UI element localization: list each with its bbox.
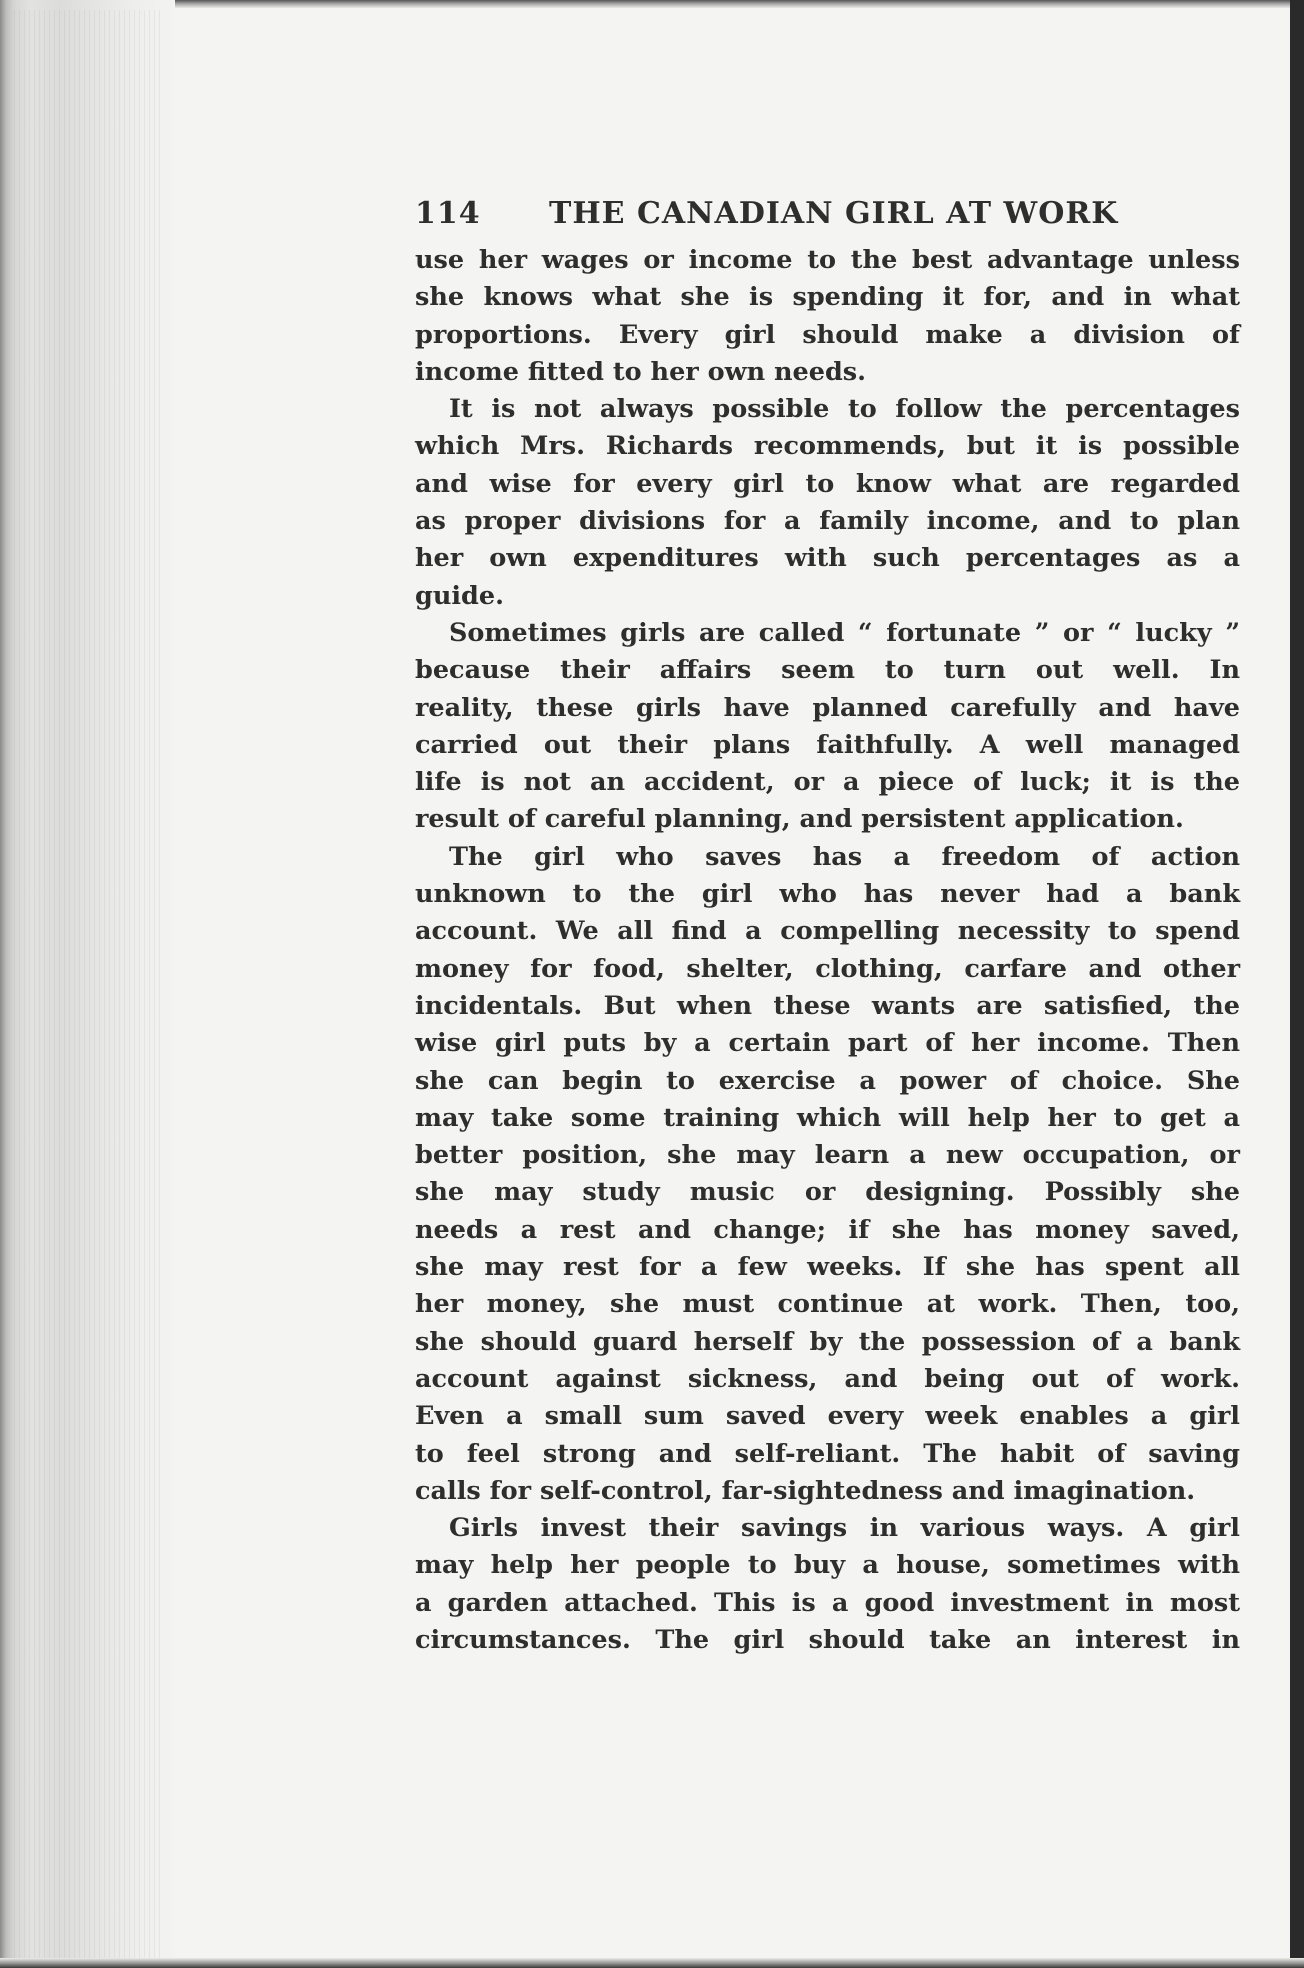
text-line: she should guard herself by the possession of a bank <box>415 1326 1240 1357</box>
text-line: she can begin to exercise a power of choice. She <box>415 1065 1240 1096</box>
text-line: income fitted to her own needs. <box>415 356 867 387</box>
bottom-edge-shadow <box>0 1958 1304 1968</box>
running-head <box>415 196 1240 240</box>
text-line: calls for self-control, far-sightedness and imagination. <box>415 1475 1196 1506</box>
text-line: The girl who saves has a freedom of action <box>449 841 1240 872</box>
text-line: proportions. Every girl should make a division of <box>415 319 1240 350</box>
text-line: money for food, shelter, clothing, carfare and other <box>415 953 1240 984</box>
text-line: guide. <box>415 580 504 611</box>
text-line: may help her people to buy a house, sometimes with <box>415 1550 1240 1581</box>
text-line: she knows what she is spending it for, and in what <box>415 282 1240 313</box>
text-line: result of careful planning, and persistent application. <box>415 804 1184 835</box>
text-block <box>415 196 1240 1659</box>
body-text <box>415 242 1240 1659</box>
text-line: life is not an accident, or a piece of luck; it is the <box>415 767 1240 798</box>
text-line: she may study music or designing. Possibly she <box>415 1177 1240 1208</box>
text-line: account against sickness, and being out of work. <box>415 1363 1240 1394</box>
right-edge-shadow <box>1290 0 1304 1968</box>
text-line: use her wages or income to the best advantage unless <box>415 245 1240 275</box>
text-line: her money, she must continue at work. Then, too, <box>415 1289 1240 1320</box>
text-line: It is not always possible to follow the percentages <box>449 394 1240 425</box>
text-line: to feel strong and self-reliant. The habit of saving <box>415 1438 1240 1469</box>
page-number: 114 <box>415 196 481 231</box>
text-line: incidentals. But when these wants are satisfied, the <box>415 990 1240 1021</box>
book-page-edges <box>0 0 175 1968</box>
text-line: Girls invest their savings in various ways. A girl <box>449 1513 1240 1544</box>
text-line: circumstances. The girl should take an interest in <box>415 1624 1240 1655</box>
text-line: she may rest for a few weeks. If she has spent all <box>415 1252 1240 1283</box>
text-line: carried out their plans faithfully. A well managed <box>415 729 1240 760</box>
text-line: account. We all find a compelling necessity to spend <box>415 916 1240 947</box>
top-edge-shadow <box>0 0 1304 8</box>
text-line: wise girl puts by a certain part of her income. Then <box>415 1028 1240 1059</box>
text-line: may take some training which will help her to get a <box>415 1102 1240 1133</box>
text-line: as proper divisions for a family income, and to plan <box>415 506 1240 537</box>
text-line: better position, she may learn a new occupation, or <box>415 1140 1240 1171</box>
running-title: THE CANADIAN GIRL AT WORK <box>549 196 1119 231</box>
text-line: needs a rest and change; if she has money saved, <box>415 1214 1240 1245</box>
text-line: Even a small sum saved every week enables a girl <box>415 1401 1240 1432</box>
text-line: which Mrs. Richards recommends, but it is possible <box>415 431 1240 462</box>
text-line: reality, these girls have planned carefully and have <box>415 692 1240 723</box>
text-line: because their affairs seem to turn out well. In <box>415 655 1240 686</box>
text-line: and wise for every girl to know what are regarded <box>415 468 1240 499</box>
text-line: Sometimes girls are called “ fortunate ” or “ lucky ” <box>449 617 1240 648</box>
text-line: a garden attached. This is a good investment in most <box>415 1587 1240 1618</box>
text-line: her own expenditures with such percentages as a <box>415 543 1240 574</box>
text-line: unknown to the girl who has never had a bank <box>415 879 1240 910</box>
